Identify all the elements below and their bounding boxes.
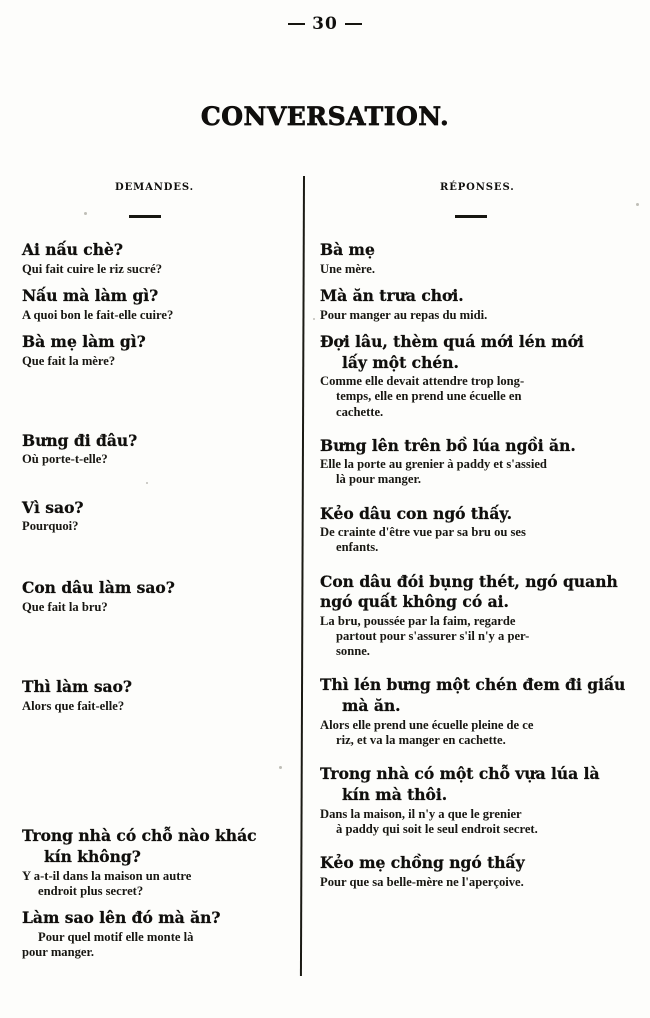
entry-gap bbox=[22, 899, 290, 908]
vietnamese-question: Bà mẹ làm gì? bbox=[22, 331, 146, 351]
entry-gap bbox=[22, 323, 290, 332]
french-translation-line-1: Comme elle devait attendre trop long- bbox=[320, 374, 525, 389]
vietnamese-question: Con dâu làm sao? bbox=[22, 578, 175, 598]
french-translation-line-2: là pour manger. bbox=[336, 472, 422, 487]
french-translation: Qui fait cuire le riz sucré? bbox=[22, 261, 163, 276]
scan-speck bbox=[84, 212, 87, 215]
french-translation-line-3: sonne. bbox=[336, 644, 370, 659]
french-translation bbox=[22, 930, 290, 960]
scan-speck bbox=[279, 766, 282, 769]
page-folio bbox=[0, 14, 650, 34]
french-translation-line-2: temps, elle en prend une écuelle en bbox=[336, 389, 522, 404]
french-translation-line-2: riz, et va la manger en cachette. bbox=[336, 733, 506, 748]
vietnamese-question: Ai nấu chè? bbox=[22, 240, 123, 259]
demande-entry bbox=[22, 431, 290, 468]
demande-entry bbox=[22, 578, 290, 615]
french-translation-line-1: Elle la porte au grenier à paddy et s'assied bbox=[320, 457, 547, 472]
demandes-column bbox=[22, 240, 290, 960]
reponse-entry bbox=[320, 436, 630, 488]
reponse-entry bbox=[320, 675, 630, 748]
vietnamese-answer-line-2: mà ăn. bbox=[342, 696, 401, 716]
column-divider bbox=[300, 176, 305, 976]
demande-entry bbox=[22, 908, 290, 960]
vietnamese-answer-line-1: Con dâu đói bụng thét, ngó quanh bbox=[320, 571, 618, 591]
scan-speck bbox=[146, 482, 148, 484]
vietnamese-answer: Kẻo mẹ chồng ngó thấy bbox=[320, 852, 525, 872]
french-translation-line-2: enfants. bbox=[336, 540, 379, 555]
french-translation-line-2: à paddy qui soit le seul endroit secret. bbox=[336, 821, 538, 836]
vietnamese-answer: Bưng lên trên bồ lúa ngồi ăn. bbox=[320, 435, 576, 455]
french-translation: A quoi bon le fait-elle cuire? bbox=[22, 307, 174, 322]
vietnamese-question bbox=[22, 826, 290, 868]
entry-gap bbox=[22, 369, 290, 431]
french-translation-line-2: pour manger. bbox=[22, 944, 95, 959]
french-translation bbox=[320, 457, 630, 487]
vietnamese-answer-line-2: ngó quất không có ai. bbox=[320, 592, 509, 612]
french-translation: Que fait la bru? bbox=[22, 600, 108, 615]
demande-entry bbox=[22, 332, 290, 369]
demande-entry bbox=[22, 240, 290, 277]
reponse-entry bbox=[320, 286, 630, 323]
vietnamese-answer bbox=[320, 675, 630, 717]
scan-speck bbox=[313, 318, 315, 320]
entry-gap bbox=[22, 534, 290, 578]
reponse-entry bbox=[320, 853, 630, 890]
vietnamese-question: Vì sao? bbox=[22, 497, 84, 517]
entry-gap bbox=[22, 615, 290, 677]
demande-entry bbox=[22, 826, 290, 899]
entry-gap bbox=[22, 277, 290, 286]
french-translation-line-2: partout pour s'assurer s'il n'y a per- bbox=[336, 629, 530, 644]
vietnamese-answer-line-1: Thì lén bưng một chén đem đi giấu bbox=[320, 675, 626, 695]
french-translation: Où porte-t-elle? bbox=[22, 452, 108, 467]
vietnamese-answer-line-1: Đợi lâu, thèm quá mới lén mới bbox=[320, 331, 584, 351]
vietnamese-question: Nấu mà làm gì? bbox=[22, 285, 159, 305]
vietnamese-question-line-1: Trong nhà có chỗ nào khác bbox=[22, 826, 257, 846]
french-translation bbox=[320, 374, 630, 419]
french-translation: Alors que fait-elle? bbox=[22, 699, 125, 714]
vietnamese-answer: Bà mẹ bbox=[320, 240, 375, 259]
folio-dash-left bbox=[288, 23, 305, 25]
french-translation: Pour manger au repas du midi. bbox=[320, 307, 488, 322]
french-translation: Que fait la mère? bbox=[22, 353, 116, 368]
vietnamese-answer-line-1: Trong nhà có một chỗ vựa lúa là bbox=[320, 764, 600, 784]
reponse-entry bbox=[320, 764, 630, 837]
reponses-column bbox=[320, 240, 630, 890]
french-translation bbox=[320, 614, 630, 659]
column-header-rule-right bbox=[455, 215, 487, 218]
entry-gap bbox=[320, 323, 630, 332]
vietnamese-question-line-2: kín không? bbox=[44, 846, 141, 866]
vietnamese-question: Thì làm sao? bbox=[22, 677, 133, 697]
french-translation-line-1: De crainte d'être vue par sa bru ou ses bbox=[320, 525, 526, 540]
entry-gap bbox=[22, 714, 290, 826]
entry-gap bbox=[320, 748, 630, 764]
french-translation bbox=[22, 869, 290, 899]
column-header-reponses: RÉPONSES. bbox=[440, 182, 515, 193]
vietnamese-answer-line-2: kín mà thôi. bbox=[342, 784, 448, 804]
vietnamese-answer: Kẻo dâu con ngó thấy. bbox=[320, 503, 512, 523]
demande-entry bbox=[22, 498, 290, 535]
demande-entry bbox=[22, 677, 290, 714]
french-translation bbox=[320, 807, 630, 837]
vietnamese-question: Làm sao lên đó mà ăn? bbox=[22, 907, 221, 927]
reponse-entry bbox=[320, 332, 630, 420]
french-translation bbox=[320, 525, 630, 555]
vietnamese-question: Bưng đi đâu? bbox=[22, 430, 138, 450]
reponse-entry bbox=[320, 240, 630, 277]
reponse-entry bbox=[320, 504, 630, 556]
vietnamese-answer bbox=[320, 572, 630, 614]
column-header-rule-left bbox=[129, 215, 161, 218]
french-translation-line-1: Y a-t-il dans la maison un autre bbox=[22, 868, 192, 883]
french-translation-line-3: cachette. bbox=[336, 404, 384, 419]
french-translation-line-2: endroit plus secret? bbox=[38, 883, 144, 898]
folio-dash-right bbox=[345, 23, 362, 25]
entry-gap bbox=[320, 277, 630, 286]
column-header-demandes: DEMANDES. bbox=[115, 182, 195, 193]
french-translation-line-1: Alors elle prend une écuelle pleine de ce bbox=[320, 717, 534, 732]
page-number: 30 bbox=[312, 14, 338, 34]
french-translation bbox=[320, 718, 630, 748]
entry-gap bbox=[22, 468, 290, 498]
french-translation: Une mère. bbox=[320, 261, 376, 276]
entry-gap bbox=[320, 488, 630, 504]
vietnamese-answer-line-2: lấy một chén. bbox=[342, 352, 459, 372]
scan-speck bbox=[636, 203, 639, 206]
vietnamese-answer bbox=[320, 764, 630, 806]
french-translation-line-1: Dans la maison, il n'y a que le grenier bbox=[320, 806, 522, 821]
entry-gap bbox=[320, 659, 630, 675]
vietnamese-answer: Mà ăn trưa chơi. bbox=[320, 285, 464, 305]
french-translation-line-1: Pour quel motif elle monte là bbox=[38, 929, 194, 944]
french-translation-line-1: La bru, poussée par la faim, regarde bbox=[320, 614, 516, 629]
demande-entry bbox=[22, 286, 290, 323]
french-translation: Pour que sa belle-mère ne l'aperçoive. bbox=[320, 874, 524, 889]
entry-gap bbox=[320, 556, 630, 572]
reponse-entry bbox=[320, 572, 630, 660]
vietnamese-answer bbox=[320, 332, 630, 374]
entry-gap bbox=[320, 420, 630, 436]
page-title: CONVERSATION. bbox=[200, 102, 450, 131]
entry-gap bbox=[320, 837, 630, 853]
french-translation: Pourquoi? bbox=[22, 519, 79, 534]
